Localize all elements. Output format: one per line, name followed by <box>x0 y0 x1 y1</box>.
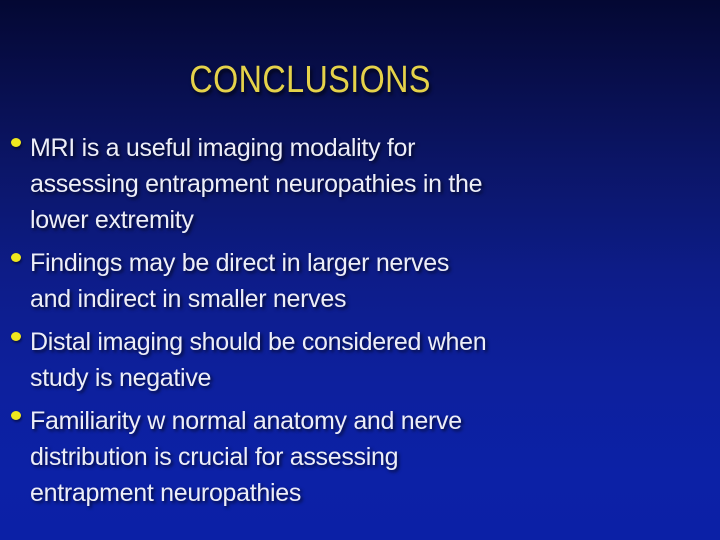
bullet-item-3 <box>11 324 551 396</box>
bullet-text: assessing entrapment neuropathies in the <box>30 170 483 198</box>
bullet-text: entrapment neuropathies <box>30 479 302 507</box>
bullet-list <box>11 130 551 518</box>
bullet-text: Distal imaging should be considered when <box>30 328 487 356</box>
bullet-text: lower extremity <box>30 206 194 234</box>
bullet-icon <box>11 332 21 341</box>
bullet-icon <box>11 253 21 262</box>
title-area <box>0 58 620 102</box>
bullet-icon <box>11 138 21 147</box>
bullet-item-1 <box>11 130 551 238</box>
slide-title: CONCLUSIONS <box>189 59 431 101</box>
bullet-text: and indirect in smaller nerves <box>30 285 347 313</box>
bullet-icon <box>11 411 21 420</box>
bullet-item-2 <box>11 245 551 317</box>
bullet-text: MRI is a useful imaging modality for <box>30 134 416 162</box>
bullet-item-4 <box>11 403 551 511</box>
bullet-text: study is negative <box>30 364 212 392</box>
bullet-text: Findings may be direct in larger nerves <box>30 249 450 277</box>
bullet-text: distribution is crucial for assessing <box>30 443 399 471</box>
bullet-text: Familiarity w normal anatomy and nerve <box>30 407 462 435</box>
